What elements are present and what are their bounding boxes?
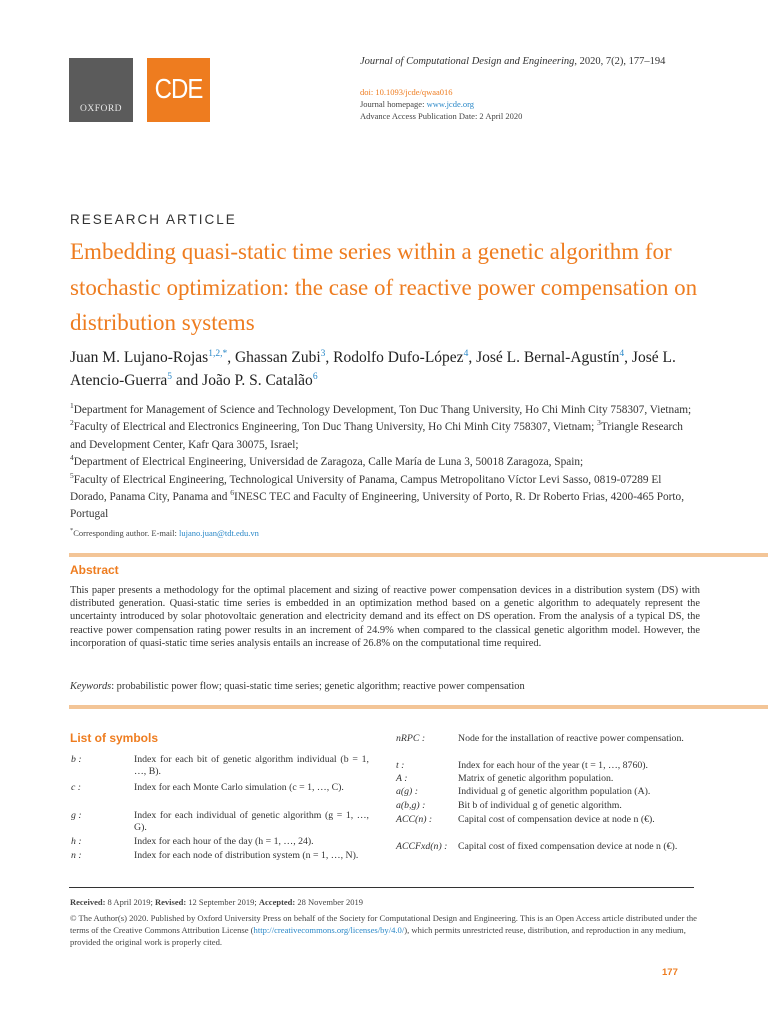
affiliation-marker: 6	[230, 488, 234, 498]
symbol-term: ACC(n) :	[396, 814, 433, 825]
author-separator: ,	[325, 349, 334, 366]
author-name: José L. Bernal-Agustín	[476, 349, 620, 366]
journal-homepage	[360, 99, 474, 109]
author-affiliation-marker[interactable]: 4	[463, 348, 469, 359]
affiliation-text: Faculty of Electrical Engineering, Technological University of Panama, Campus Metropolitano Víctor Levi Sasso, 0819-07289 El Dorado, Panama City, Panama and	[70, 473, 662, 504]
license-link[interactable]: http://creativecommons.org/licenses/by/4.0/	[253, 925, 405, 935]
symbol-description: Index for each hour of the day (h = 1, …, 24).	[134, 836, 314, 847]
author-name: José L. Atencio-Guerra	[70, 349, 676, 389]
symbol-description: Capital cost of compensation device at node n (€).	[458, 814, 655, 825]
license-statement	[70, 912, 700, 948]
affiliation-text: Faculty of Electrical and Electronics Engineering, Ton Duc Thang University, Ho Chi Minh City 758307, Vietnam;	[73, 421, 598, 434]
affiliation-text: Department of Electrical Engineering, Universidad de Zaragoza, Calle María de Luna 3, 50018 Zaragoza, Spain;	[73, 456, 584, 469]
affiliation-marker: 4	[70, 453, 74, 463]
accepted-label: Accepted:	[258, 897, 296, 907]
symbol-description: Index for each individual of genetic algorithm (g = 1, …, G).	[134, 810, 369, 833]
symbol-description: Index for each Monte Carlo simulation (c = 1, …, C).	[134, 782, 344, 793]
symbol-description: Matrix of genetic algorithm population.	[458, 773, 614, 784]
revised-label: Revised:	[155, 897, 187, 907]
oxford-logo	[69, 58, 133, 122]
oxford-logo-text: OXFORD	[79, 104, 123, 114]
author-name: Rodolfo Dufo-López	[333, 349, 464, 366]
article-title: Embedding quasi-static time series within a genetic algorithm for stochastic optimization: the case of reactive power compensation on distribution systems	[70, 239, 698, 335]
abstract-bottom-divider	[69, 705, 768, 709]
affiliation-text: Department for Management of Science and Technology Development, Ton Duc Thang University, Ho Chi Minh City 758307, Vietnam;	[73, 404, 692, 416]
corresponding-label: Corresponding author. E-mail:	[73, 527, 180, 538]
journal-volume: , 2020, 7(2), 177–194	[574, 56, 666, 67]
author-list	[70, 346, 690, 392]
affiliation-text: Triangle Research and Development Center, Kafr Qara 30075, Israel;	[70, 421, 683, 451]
symbol-description: Bit b of individual g of genetic algorithm.	[458, 800, 622, 811]
author-separator: and	[172, 372, 203, 389]
homepage-label: Journal homepage:	[360, 99, 427, 109]
access-date: Advance Access Publication Date: 2 April 2020	[360, 111, 523, 121]
abstract-text: This paper presents a methodology for the optimal placement and sizing of reactive power compensation devices in a distribution system (DS) with distributed generation. Quasi-static time series is embedded in an optimization method based on a genetic algorithm to adequately represent the uncertainty introduced by solar photovoltaic generation and electricity demand and its effect on DS operation. From the analysis of a typical DS, the reactive power compensation rating power results in an increment of 24.9% when compared to the classical genetic algorithm model. However, the incorporation of quasi-static time series analysis entails an increase of 26.8% on the computational time required.	[70, 585, 700, 649]
author-affiliation-marker[interactable]: 1,2,*	[208, 348, 228, 359]
symbol-term: g :	[71, 810, 82, 821]
footer-divider	[69, 887, 694, 888]
symbol-term: b :	[71, 754, 82, 765]
author-separator: ,	[227, 349, 235, 366]
affiliation-marker: 5	[70, 470, 74, 480]
author-name: Juan M. Lujano-Rojas	[70, 349, 209, 366]
accepted-date: 28 November 2019	[295, 897, 364, 907]
author-name: Ghassan Zubi	[234, 349, 321, 366]
cde-logo-text: CDE	[154, 73, 203, 105]
symbol-description: Node for the installation of reactive power compensation.	[458, 733, 684, 744]
license-text-post: ), which permits unrestricted reuse, distribution, and reproduction in any medium, provided the original work is properly cited.	[70, 925, 686, 947]
journal-citation	[360, 56, 665, 67]
page-number: 177	[662, 967, 678, 978]
symbol-term: t :	[396, 760, 405, 771]
author-affiliation-marker[interactable]: 6	[312, 371, 318, 382]
symbol-description: Index for each bit of genetic algorithm individual (b = 1, …, B).	[134, 754, 369, 777]
symbols-heading: List of symbols	[70, 731, 159, 745]
keywords	[70, 681, 525, 692]
symbols-right-column	[396, 733, 696, 873]
keywords-label: Keywords	[70, 681, 112, 692]
author-separator: ,	[624, 349, 632, 366]
symbol-term: h :	[71, 836, 82, 847]
article-dates	[70, 897, 363, 907]
author-affiliation-marker[interactable]: 3	[320, 348, 326, 359]
symbol-description: Index for each node of distribution system (n = 1, …, N).	[134, 850, 359, 861]
article-type: RESEARCH ARTICLE	[70, 212, 237, 227]
received-date: 8 April 2019;	[105, 897, 155, 907]
received-label: Received:	[70, 897, 106, 907]
journal-name: Journal of Computational Design and Engineering	[360, 56, 575, 67]
corresponding-author: *Corresponding author. E-mail: lujano.juan@tdt.edu.vn	[70, 527, 259, 538]
homepage-link[interactable]: www.jcde.org	[426, 99, 475, 109]
cde-logo	[147, 58, 210, 122]
symbol-description: Individual g of genetic algorithm population (A).	[458, 786, 651, 797]
symbol-term: ACCFxd(n) :	[396, 841, 448, 852]
symbol-term: a(b,g) :	[396, 800, 426, 811]
abstract-heading: Abstract	[70, 563, 119, 577]
author-affiliation-marker[interactable]: 4	[619, 348, 625, 359]
affiliation-text: INESC TEC and Faculty of Engineering, University of Porto, R. Dr Roberto Frias, 4200-465 Porto, Portugal	[70, 491, 685, 521]
symbol-term: A :	[396, 773, 408, 784]
author-affiliation-marker[interactable]: 5	[167, 371, 173, 382]
symbol-term: c :	[71, 782, 82, 793]
symbol-description: Capital cost of fixed compensation device at node n (€).	[458, 841, 678, 852]
corresponding-email-link[interactable]: lujano.juan@tdt.edu.vn	[179, 527, 259, 538]
symbols-left-column	[71, 754, 371, 884]
affiliation-marker: 2	[70, 418, 74, 428]
doi[interactable]: doi: 10.1093/jcde/qwaa016	[360, 87, 453, 97]
affiliation-marker: 3	[597, 418, 601, 428]
author-separator: ,	[468, 349, 477, 366]
symbol-description: Index for each hour of the year (t = 1, …, 8760).	[458, 760, 648, 771]
symbol-term: a(g) :	[396, 786, 419, 797]
affiliations	[70, 402, 695, 524]
symbol-term: nRPC :	[396, 733, 426, 744]
keywords-text: : probabilistic power flow; quasi-static time series; genetic algorithm; reactive power compensation	[111, 681, 525, 692]
revised-date: 12 September 2019;	[186, 897, 259, 907]
symbol-term: n :	[71, 850, 82, 861]
affiliation-marker: 1	[70, 401, 74, 411]
abstract-top-divider	[69, 553, 768, 557]
license-text-pre: © The Author(s) 2020. Published by Oxford University Press on behalf of the Society for Computational Design and Engineering. This is an Open Access article distributed under the terms of the Creative Commons Attribution License (	[70, 913, 697, 935]
author-name: João P. S. Catalão	[202, 372, 313, 389]
